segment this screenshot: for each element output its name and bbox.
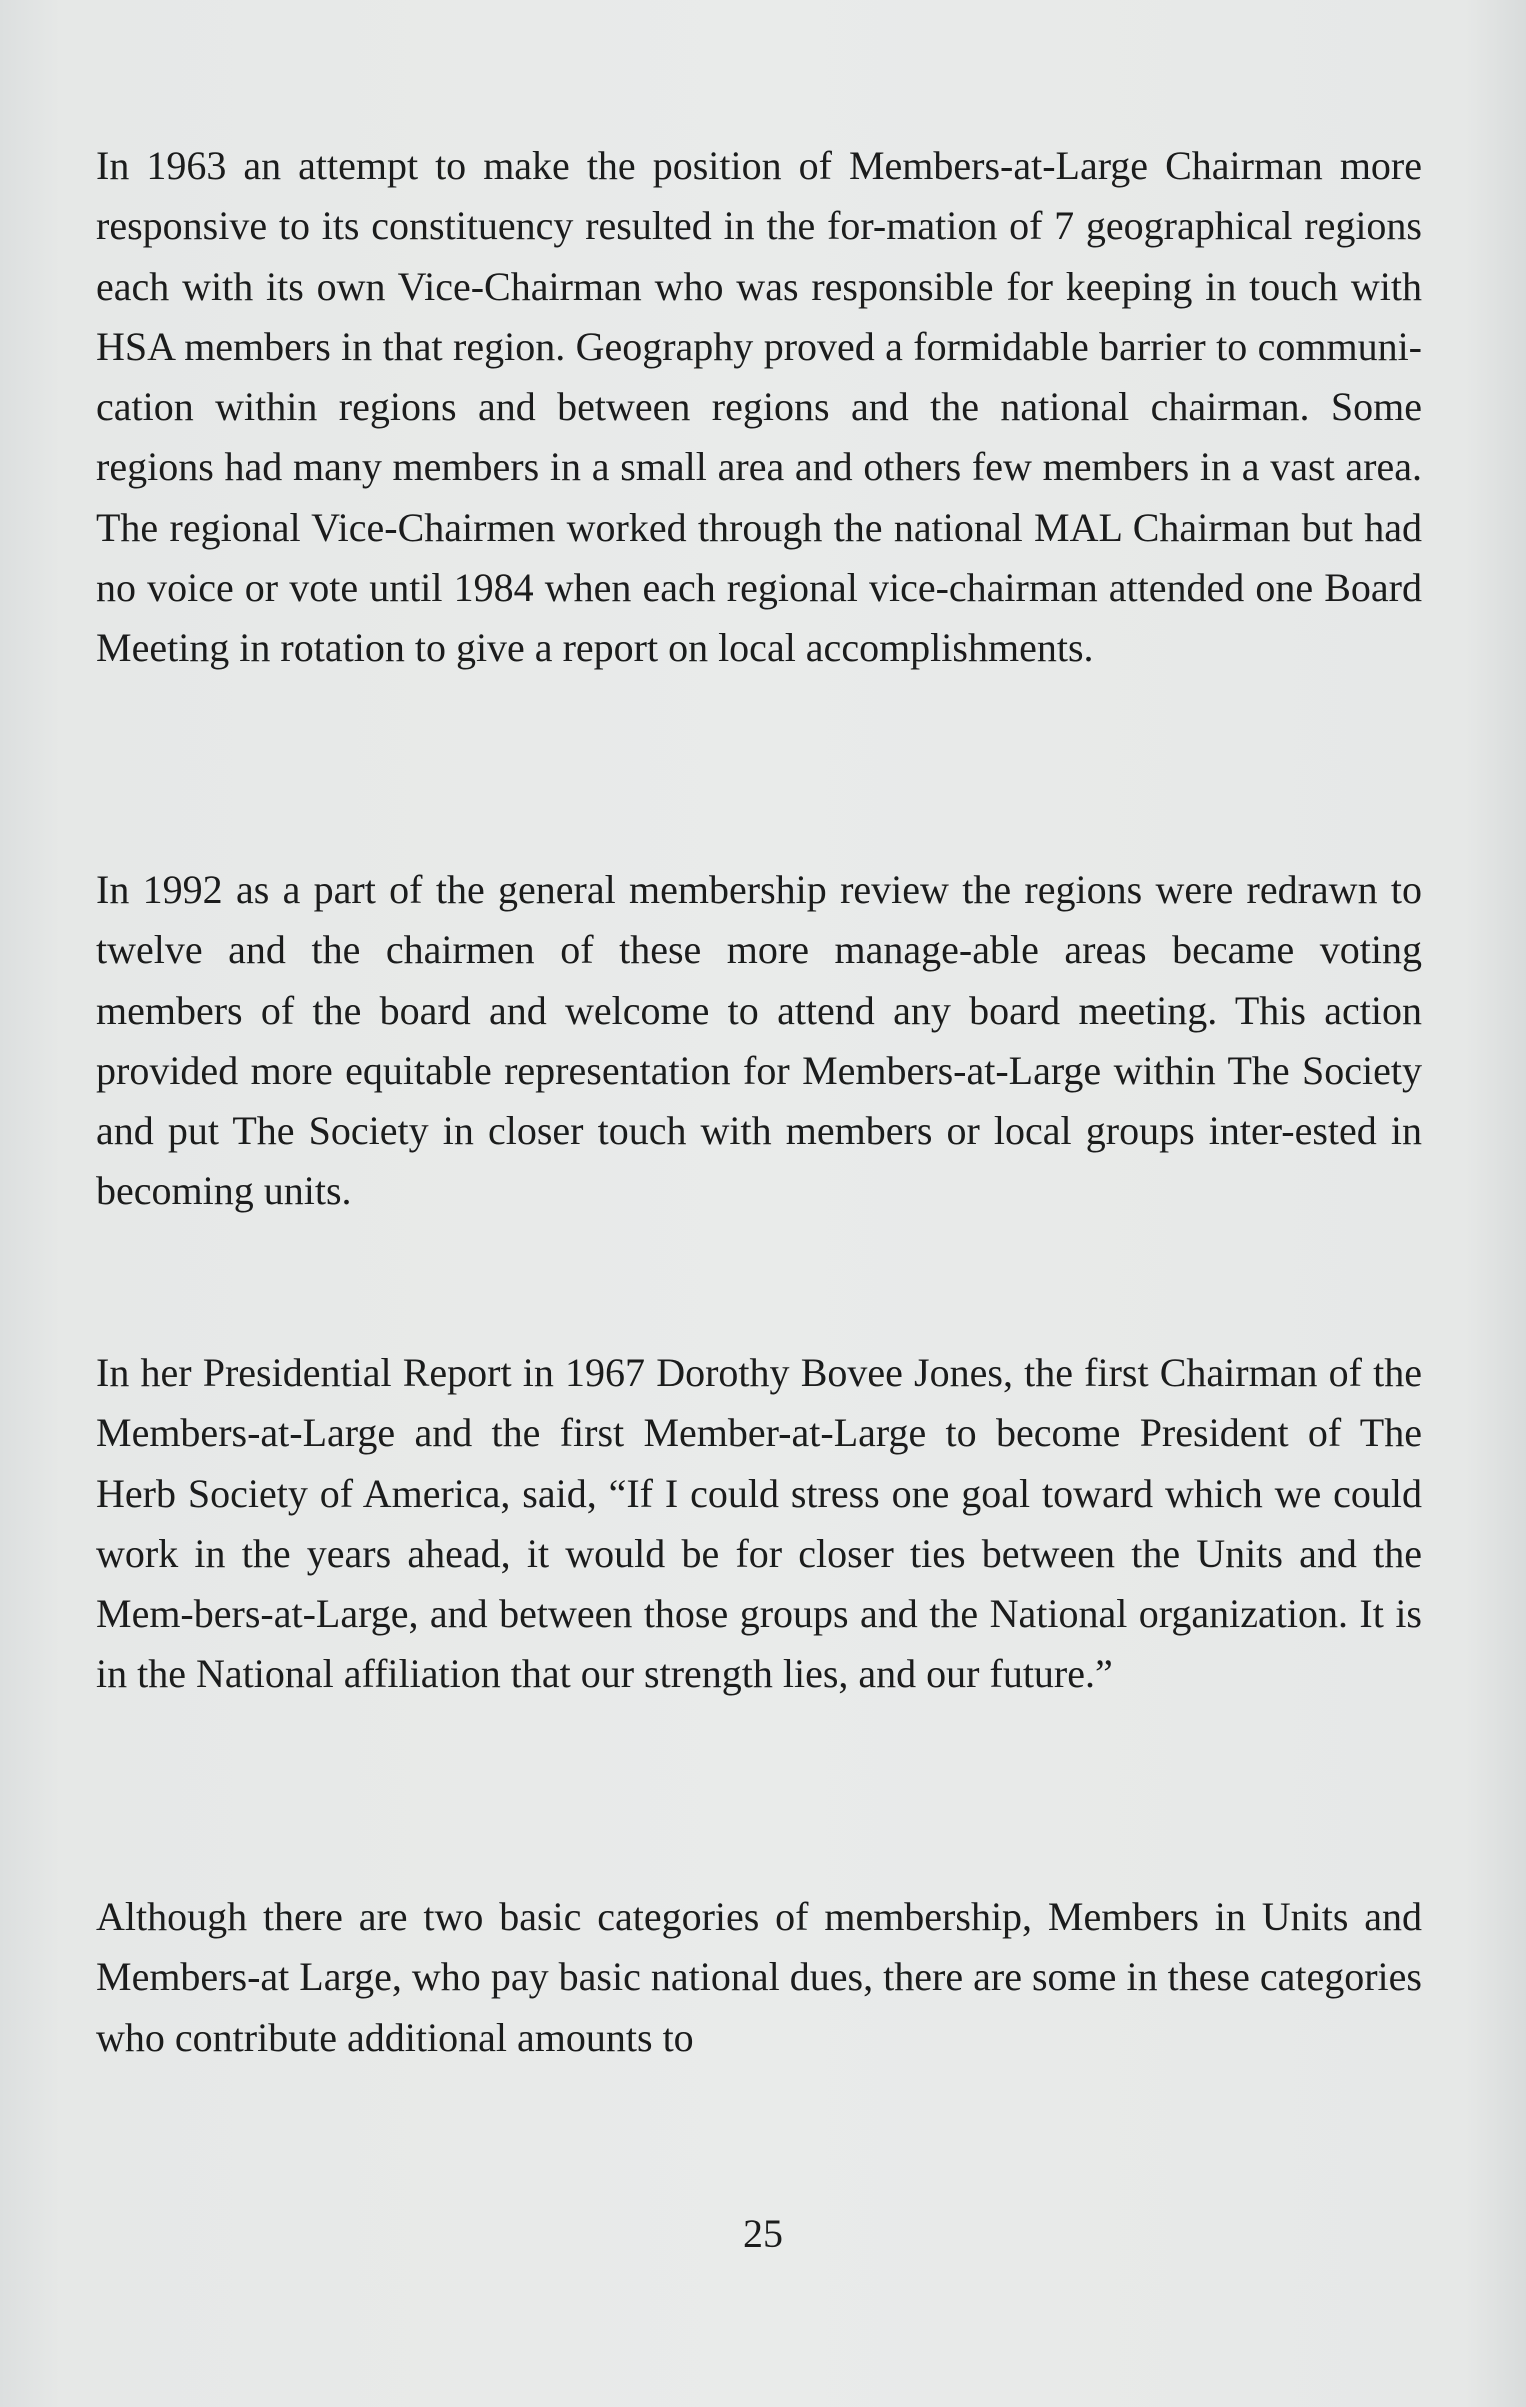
paragraph-regions-1992: In 1992 as a part of the general membership review the regions were redrawn to twelve and the chairmen of these more manage-able areas became voting members of the board and welcome to attend any board meeting. This action provided more equitable representation for Members-at-Large within The Society and put The Society in closer touch with members or local groups inter-ested in becoming units.	[96, 867, 1422, 1214]
page-number: 25	[743, 2211, 783, 2256]
paragraph-regions-1963: In 1963 an attempt to make the position of Members-at-Large Chairman more responsive to its constituency resulted in the for-mation of 7 geographical regions each with its own Vice-Chairman who was responsible for keeping in touch with HSA members in that region. Geography proved a formidable barrier to communi-cation within regions and between regions and the national chairman. Some regions had many members in a small area and others few members in a vast area. The regional Vice-Chairmen worked through the national MAL Chairman but had no voice or vote until 1984 when each regional vice-chairman attended one Board Meeting in rotation to give a report on local accomplishments.	[96, 143, 1422, 671]
paragraph-membership-categories: Although there are two basic categories of membership, Members in Units and Members-at Large, who pay basic national dues, there are some in these categories who contribute additional amounts to	[96, 1894, 1422, 2060]
paragraph-presidential-report: In her Presidential Report in 1967 Dorothy Bovee Jones, the first Chairman of the Members-at-Large and the first Member-at-Large to become President of The Herb Society of America, said, “If I could stress one goal toward which we could work in the years ahead, it would be for closer ties between the Units and the Mem-bers-at-Large, and between those groups and the National organization. It is in the National affiliation that our strength lies, and our future.”	[96, 1350, 1422, 1697]
